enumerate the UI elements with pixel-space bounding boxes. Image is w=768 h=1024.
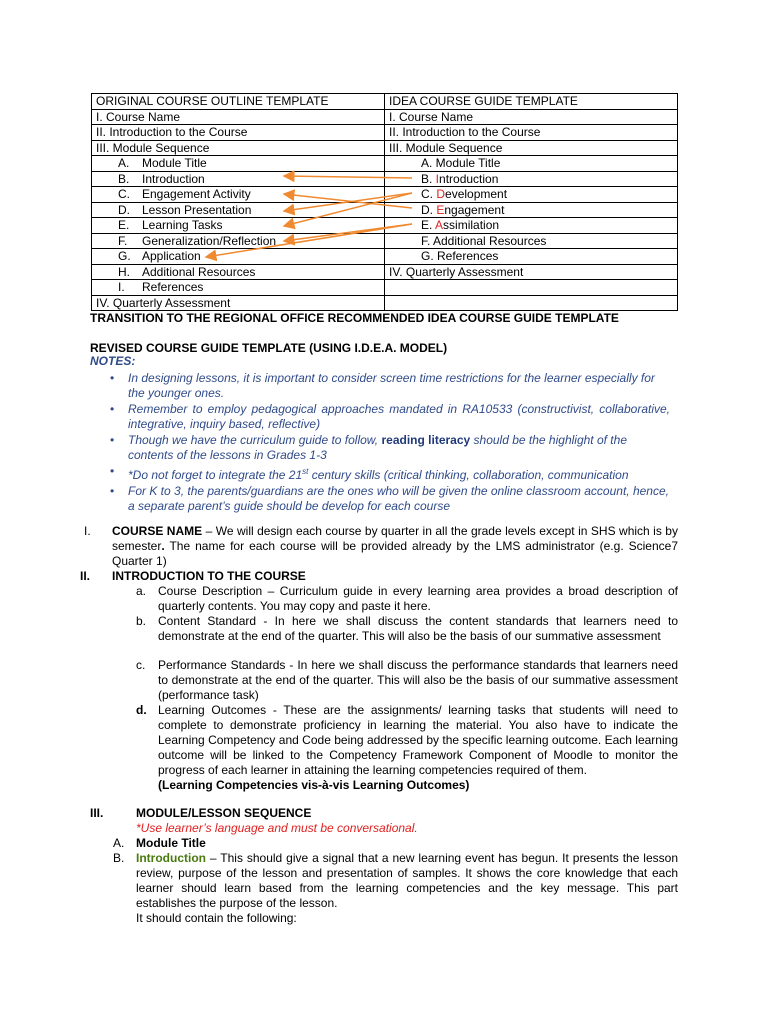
item-letter: I. bbox=[118, 280, 125, 295]
item-letter: A. bbox=[113, 836, 125, 850]
module-title: Module Title bbox=[136, 836, 206, 850]
reading-literacy-emphasis: reading literacy bbox=[381, 433, 471, 447]
introduction-term: Introduction bbox=[136, 851, 206, 865]
list-item: • For K to 3, the parents/guardians are the ones who will be given the online classroom account, hence, a separate parent’s guide should be develop for each course bbox=[110, 484, 669, 513]
notes-list bbox=[110, 371, 670, 515]
item-text: Additional Resources bbox=[142, 264, 256, 279]
item-prefix: C. bbox=[421, 187, 437, 202]
item-text: Learning Tasks bbox=[142, 218, 223, 233]
performance-standards: Performance Standards - In here we shall discuss the performance standards that learners need to demonstrate at the end of the quarter. This will also be the basis of our summative assessment (performance task) bbox=[158, 658, 678, 702]
learning-outcomes: Learning Outcomes - These are the assignments/ learning tasks that students will need to complete to demonstrate proficiency in learning the material. You also have to indicate the Learning Competency and Code being addressed by the specific learning outcome. Each learning outcome will be linked to the Competency Framework Component of Moodle to monitor the progress of each learner in attaining the learning competencies required of them. (Learning Competencies vis-à-vis Learning Outcomes) bbox=[158, 703, 678, 792]
item-letter: D. bbox=[118, 202, 130, 217]
item-letter: c. bbox=[136, 658, 146, 672]
notes-label: NOTES: bbox=[90, 354, 136, 368]
conversational-note: *Use learner’s language and must be conversational. bbox=[136, 821, 418, 835]
item-letter: B. bbox=[118, 171, 130, 186]
list-item: • Though we have the curriculum guide to follow, reading literacy should be the highlight of the contents of the lessons in Grades 1-3 bbox=[110, 433, 627, 462]
idea-letter-d: D bbox=[436, 187, 446, 202]
transition-heading: TRANSITION TO THE REGIONAL OFFICE RECOMMENDED IDEA COURSE GUIDE TEMPLATE bbox=[90, 311, 619, 325]
section-2-title: INTRODUCTION TO THE COURSE bbox=[112, 569, 306, 583]
right-cell: F. Additional Resources bbox=[385, 233, 678, 249]
item-rest: evelopment bbox=[445, 187, 508, 202]
list-item: • *Do not forget to integrate the 21st century skills (critical thinking, collaboration, communication bbox=[110, 464, 629, 482]
item-prefix: B. bbox=[421, 171, 436, 186]
right-cell: G. References bbox=[385, 249, 678, 265]
idea-letter-e: E bbox=[436, 202, 445, 217]
arrow-introduction bbox=[284, 176, 412, 178]
course-description: Course Description – Curriculum guide in every learning area provides a broad description of quarterly contents. You may copy and paste it here. bbox=[158, 584, 678, 613]
section-2-number: II. bbox=[80, 569, 91, 583]
item-letter: F. bbox=[118, 233, 128, 248]
idea-letter-a: A bbox=[435, 218, 444, 233]
right-cell: III. Module Sequence bbox=[385, 140, 678, 156]
item-letter: E. bbox=[118, 218, 130, 233]
item-text: Introduction bbox=[142, 171, 205, 186]
revised-heading: REVISED COURSE GUIDE TEMPLATE (USING I.D.E.A. MODEL) bbox=[90, 341, 448, 355]
list-item: • In designing lessons, it is important to consider screen time restrictions for the learner especially for the younger ones. bbox=[110, 371, 655, 400]
header-idea: IDEA COURSE GUIDE TEMPLATE bbox=[385, 94, 678, 110]
item-text: Lesson Presentation bbox=[142, 202, 252, 217]
arrow-development-to-tasks bbox=[284, 193, 412, 226]
section-1-course-name: COURSE NAME – We will design each course by quarter in all the grade levels except in SHS which is by semester. The name for each course will be provided already by the LMS administrator (e.g. Science7 Quarter 1) bbox=[112, 524, 678, 568]
section-3-number: III. bbox=[90, 806, 104, 820]
item-letter: B. bbox=[113, 851, 125, 865]
item-letter: H. bbox=[118, 264, 130, 279]
right-cell: I. Course Name bbox=[385, 109, 678, 125]
item-text: Application bbox=[142, 249, 201, 264]
arrow-assimilation-application bbox=[206, 224, 412, 257]
item-text: Engagement Activity bbox=[142, 187, 251, 202]
item-letter: a. bbox=[136, 584, 147, 598]
right-cell: IV. Quarterly Assessment bbox=[385, 264, 678, 280]
header-original: ORIGINAL COURSE OUTLINE TEMPLATE bbox=[92, 94, 385, 110]
item-rest: ntroduction bbox=[439, 171, 499, 186]
left-cell: IV. Quarterly Assessment bbox=[92, 295, 385, 311]
list-item: • Remember to employ pedagogical approaches mandated in RA10533 (constructivist, collaborative, integrative, inquiry based, reflective) bbox=[110, 402, 670, 431]
item-prefix: D. bbox=[421, 202, 437, 217]
left-cell: I. Course Name bbox=[92, 109, 385, 125]
left-cell: III. Module Sequence bbox=[92, 140, 385, 156]
item-letter: d. bbox=[136, 703, 147, 717]
left-cell: II. Introduction to the Course bbox=[92, 125, 385, 141]
content-standard: Content Standard - In here we shall discuss the content standards that learners need to demonstrate at the end of the quarter. This will also be the basis of our summative assessment bbox=[158, 614, 678, 643]
item-letter: G. bbox=[118, 249, 131, 264]
item-text: Module Title bbox=[142, 156, 207, 171]
right-cell: II. Introduction to the Course bbox=[385, 125, 678, 141]
item-prefix: E. bbox=[421, 218, 436, 233]
item-text: Generalization/Reflection bbox=[142, 233, 277, 248]
item-letter: C. bbox=[118, 187, 130, 202]
section-3-title: MODULE/LESSON SEQUENCE bbox=[136, 806, 312, 820]
item-rest: ngagement bbox=[444, 202, 505, 217]
item-letter: A. bbox=[118, 156, 130, 171]
item-letter: b. bbox=[136, 614, 147, 628]
item-text: References bbox=[142, 280, 204, 295]
idea-letter-i: I bbox=[435, 171, 440, 186]
introduction-description: Introduction – This should give a signal that a new learning event has begun. It presents the lesson review, purpose of the lesson and presentation of samples. It shows the core knowledge that each learner should learn based from the learning competencies and the key message. This part establishes the purpose of the lesson. bbox=[136, 851, 678, 910]
contain-following: It should contain the following: bbox=[136, 911, 297, 925]
section-1-number: I. bbox=[84, 524, 91, 538]
right-cell: A. Module Title bbox=[385, 156, 678, 172]
item-rest: ssimilation bbox=[443, 218, 500, 233]
